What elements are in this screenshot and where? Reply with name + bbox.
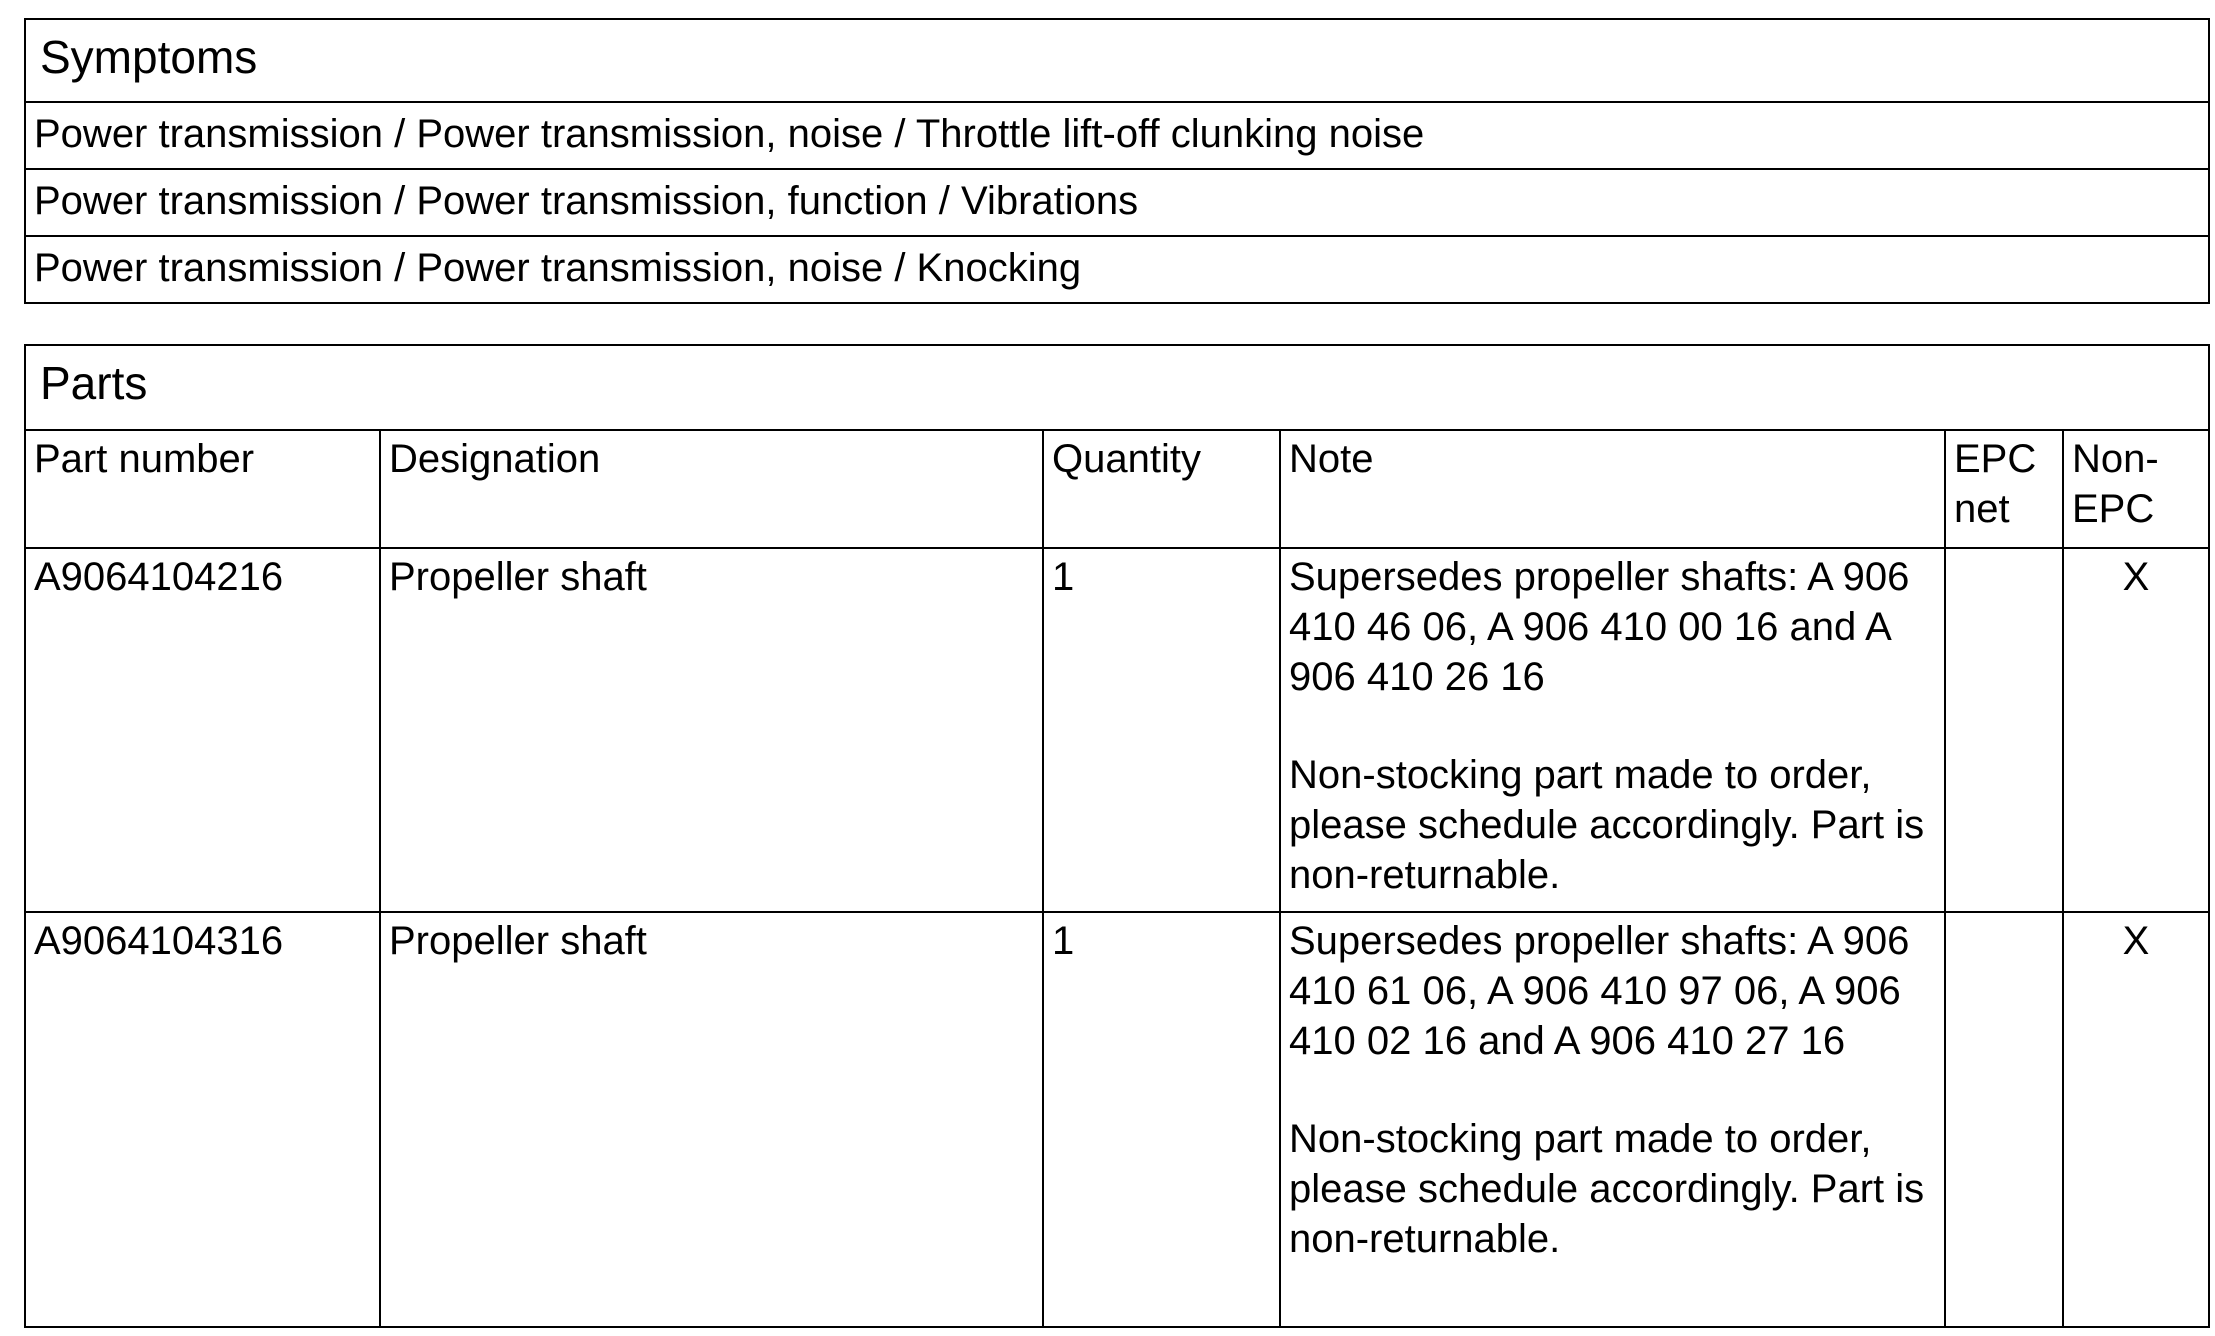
non-epc-cell: X <box>2063 912 2209 1327</box>
epc-net-cell <box>1945 912 2063 1327</box>
symptom-item: Power transmission / Power transmission, noise / Throttle lift-off clunking noise <box>25 102 2209 169</box>
header-designation: Designation <box>380 430 1043 548</box>
note-non-stocking: Non-stocking part made to order, please schedule accordingly. Part is non-returnable. <box>1289 1117 1925 1261</box>
header-epc-net-line1: EPC <box>1954 437 2037 481</box>
parts-header-row <box>25 430 2209 548</box>
note-supersedes: Supersedes propeller shafts: A 906 410 46 06, A 906 410 00 16 and A 906 410 26 16 <box>1289 555 1910 699</box>
symptoms-title-row <box>25 19 2209 102</box>
non-epc-cell: X <box>2063 548 2209 912</box>
symptoms-title: Symptoms <box>25 19 2209 102</box>
parts-title: Parts <box>25 345 2209 430</box>
header-part-number: Part number <box>25 430 380 548</box>
symptoms-table <box>24 18 2210 304</box>
designation-cell: Propeller shaft <box>380 548 1043 912</box>
symptom-row <box>25 102 2209 169</box>
symptom-item: Power transmission / Power transmission, noise / Knocking <box>25 236 2209 303</box>
note-non-stocking: Non-stocking part made to order, please schedule accordingly. Part is non-returnable. <box>1289 753 1925 897</box>
header-non-epc-line2: EPC <box>2072 487 2155 531</box>
table-row <box>25 912 2209 1327</box>
symptom-item: Power transmission / Power transmission, function / Vibrations <box>25 169 2209 236</box>
note-cell <box>1280 912 1945 1327</box>
header-epc-net-line2: net <box>1954 487 2010 531</box>
parts-table <box>24 344 2210 1328</box>
header-quantity: Quantity <box>1043 430 1280 548</box>
header-epc-net <box>1945 430 2063 548</box>
parts-title-row <box>25 345 2209 430</box>
part-number-cell: A9064104316 <box>25 912 380 1327</box>
epc-net-cell <box>1945 548 2063 912</box>
header-non-epc <box>2063 430 2209 548</box>
symptom-row <box>25 236 2209 303</box>
quantity-cell: 1 <box>1043 912 1280 1327</box>
note-cell <box>1280 548 1945 912</box>
part-number-cell: A9064104216 <box>25 548 380 912</box>
quantity-cell: 1 <box>1043 548 1280 912</box>
symptom-row <box>25 169 2209 236</box>
table-row <box>25 548 2209 912</box>
header-note: Note <box>1280 430 1945 548</box>
header-non-epc-line1: Non- <box>2072 437 2159 481</box>
designation-cell: Propeller shaft <box>380 912 1043 1327</box>
note-supersedes: Supersedes propeller shafts: A 906 410 61 06, A 906 410 97 06, A 906 410 02 16 and A 906 410 27 16 <box>1289 919 1910 1063</box>
